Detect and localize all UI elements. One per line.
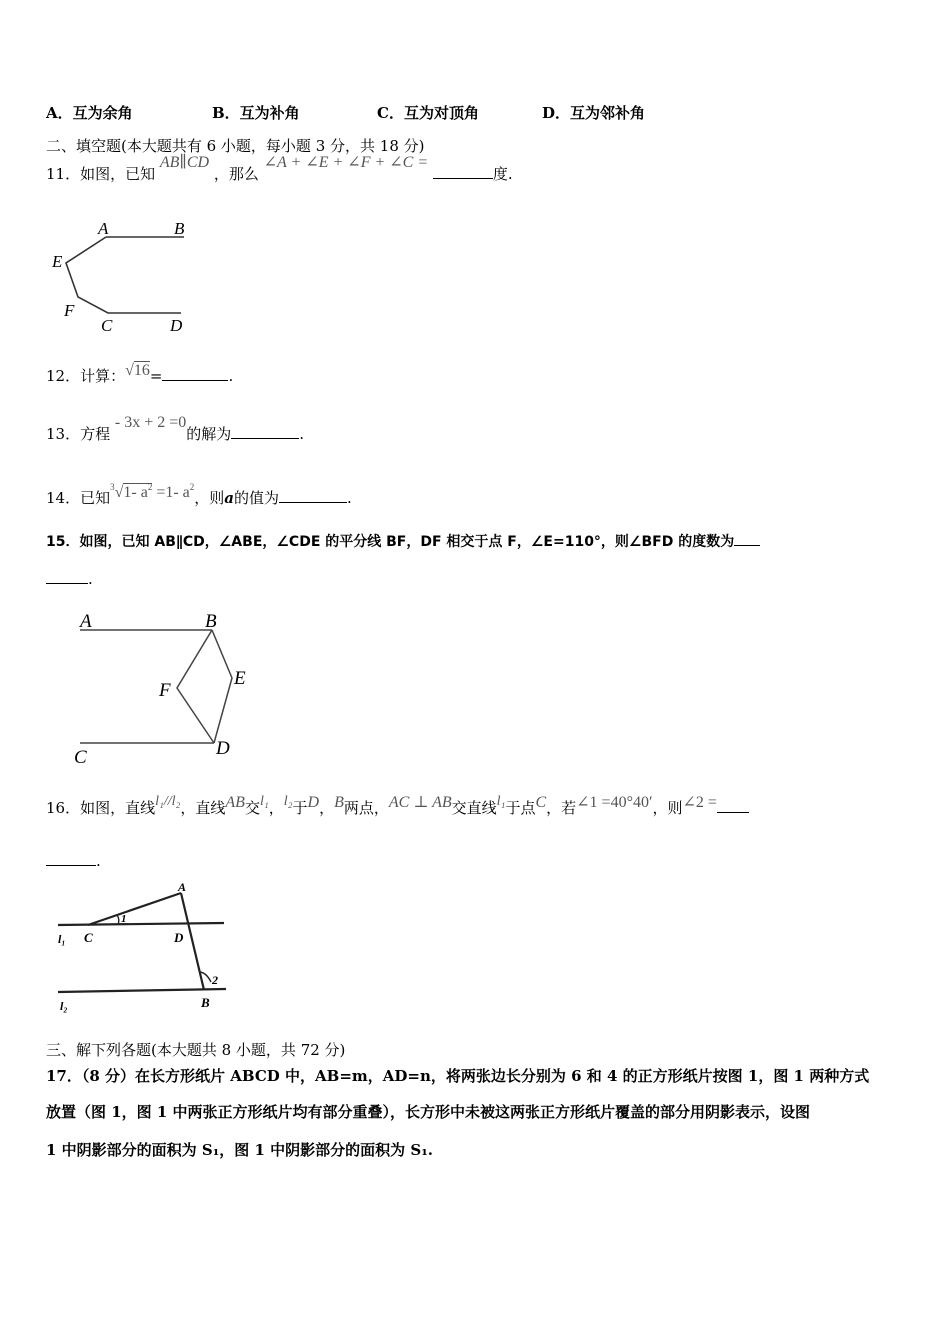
q16-l1b: l₁ xyxy=(496,794,506,809)
q17-line-2: 放置（图 1，图 1 中两张正方形纸片均有部分重叠），长方形中未被这两张正方形纸片覆盖的部分用阴影表示，设图 xyxy=(46,1103,811,1121)
section-3-title: 三、解下列各题(本大题共 8 小题，共 72 分) xyxy=(46,1041,346,1059)
q12-num: 12．计算： xyxy=(46,367,126,385)
q16-t1: ，直线 xyxy=(180,799,226,817)
q16-line-ac xyxy=(88,893,181,925)
q17-line-3: 1 中阴影部分的面积为 S₁，图 1 中阴影部分的面积为 S₁. xyxy=(46,1141,434,1159)
option-a: A．互为余角 xyxy=(46,104,133,122)
q16-t4: 两点， xyxy=(343,799,389,817)
q15-label-b: B xyxy=(205,611,217,632)
q16-line-l1 xyxy=(58,923,224,925)
question-11 xyxy=(46,154,513,185)
q11-label-f: F xyxy=(64,301,75,320)
q14-radicand-text: 1- a xyxy=(123,484,148,501)
q14-square-1: 2 xyxy=(147,482,153,492)
question-13 xyxy=(46,414,305,445)
q12-sqrt: √16 xyxy=(125,362,150,379)
q16-ab: AB xyxy=(225,794,245,811)
q14-radicand xyxy=(123,483,152,501)
q16-c: C xyxy=(535,794,547,811)
q14-mid: ，则 xyxy=(194,489,225,507)
q15-label-e: E xyxy=(234,668,246,689)
q16-label-d: D xyxy=(174,930,184,945)
q11-label-c: C xyxy=(101,316,113,335)
q15-blank-1 xyxy=(734,531,760,546)
q15-text: 15．如图，已知 AB∥CD，∠ABE，∠CDE 的平分线 BF，DF 相交于点 F，∠E=110°，则∠BFD 的度数为 xyxy=(46,534,735,550)
question-12 xyxy=(46,362,234,387)
q13-equation: - 3x + 2 =0 xyxy=(114,414,187,431)
q11-label-e: E xyxy=(52,252,63,271)
q16-label-1: 1 xyxy=(121,913,127,925)
q13-blank xyxy=(231,424,299,439)
option-d: D．互为邻补角 xyxy=(542,104,646,122)
question-15 xyxy=(46,531,760,552)
q16-label-b: B xyxy=(201,995,210,1010)
q13-end: 的解为 xyxy=(186,425,232,443)
q14-root-index: 3 xyxy=(110,482,115,492)
q16-blank-2 xyxy=(46,851,96,866)
q12-radicand: 16 xyxy=(133,362,150,379)
q14-num: 14．已知 xyxy=(46,489,111,507)
q16-t5: 交直线 xyxy=(451,799,497,817)
q15-label-c: C xyxy=(74,747,87,768)
q11-blank xyxy=(433,164,493,179)
q15-dot: . xyxy=(88,570,93,588)
q11-label-b: B xyxy=(174,219,185,238)
option-b: B．互为补角 xyxy=(212,104,300,122)
q15-label-d: D xyxy=(216,738,230,759)
q16-d: D xyxy=(307,794,320,811)
q16-parallel: l₁//l₂ xyxy=(155,794,181,809)
q15-label-a: A xyxy=(80,611,92,632)
q15-path-bed xyxy=(212,630,232,743)
question-16 xyxy=(46,794,749,820)
q16-line-ab xyxy=(181,893,204,990)
q15-blank-2 xyxy=(46,569,88,584)
q16-t2: 交 xyxy=(244,799,260,817)
q13-num: 13．方程 xyxy=(46,425,111,443)
q16-angle1: ∠1 =40°40′ xyxy=(576,794,653,811)
q16-l2: l₂ xyxy=(283,794,293,809)
q12-blank xyxy=(162,366,228,381)
q16-blank-1 xyxy=(717,798,749,813)
q14-square-2: 2 xyxy=(189,482,195,492)
section-2-title: 二、填空题(本大题共有 6 小题，每小题 3 分，共 18 分) xyxy=(46,137,425,155)
q16-label-l1: l₁ xyxy=(58,932,66,946)
q14-blank xyxy=(279,488,347,503)
q11-label-a: A xyxy=(98,219,109,238)
q11-figure xyxy=(46,215,196,340)
q16-num: 16．如图，直线 xyxy=(46,799,156,817)
q16-sep2: ， xyxy=(319,799,335,817)
q16-angle2: ∠2 = xyxy=(682,794,717,811)
q16-label-c: C xyxy=(84,930,93,945)
q16-l1: l₁ xyxy=(259,794,269,809)
q16-t7: ，若 xyxy=(546,799,577,817)
q16-dot: . xyxy=(96,852,101,870)
q16-label-2: 2 xyxy=(212,973,218,987)
question-15-cont xyxy=(46,569,93,589)
q12-end: . xyxy=(228,367,234,385)
q13-dot: . xyxy=(299,425,305,443)
option-c: C．互为对顶角 xyxy=(377,104,479,122)
q14-expression: $^3$√1- $a^2 =1-$ $a^2$ xyxy=(110,482,195,501)
q17-line-1: 17．（8 分）在长方形纸片 ABCD 中，AB=m，AD=n，将两张边长分别为 6 和 4 的正方形纸片按图 1，图 1 两种方式 xyxy=(46,1067,870,1085)
q15-path-bfd xyxy=(177,630,214,743)
q14-rhs: =1- a xyxy=(152,484,190,501)
q16-t8: ，则 xyxy=(652,799,683,817)
q11-polyline-aefcd xyxy=(66,237,181,313)
q12-eq: = xyxy=(149,367,163,385)
q16-sep: ， xyxy=(268,799,284,817)
q11-end: 度. xyxy=(492,165,513,183)
q14-end: 的值为 xyxy=(234,489,280,507)
question-16-cont xyxy=(46,851,101,871)
q16-figure xyxy=(54,880,244,1015)
q14-dot: . xyxy=(347,489,352,507)
q16-b: B xyxy=(334,794,344,811)
question-14 xyxy=(46,483,352,509)
q11-label-d: D xyxy=(170,316,183,335)
q16-t3: 于 xyxy=(292,799,308,817)
q16-label-l2: l₂ xyxy=(60,999,68,1013)
q11-mid: ，那么 xyxy=(213,165,259,183)
q16-label-a: A xyxy=(178,880,187,894)
q11-num: 11．如图，已知 xyxy=(46,165,156,183)
q15-figure xyxy=(72,606,262,771)
q16-perp: AC ⊥ AB xyxy=(388,794,452,811)
q14-var: a xyxy=(224,489,235,507)
q16-line-l2 xyxy=(58,989,226,992)
q11-cond: AB∥CD xyxy=(159,154,210,171)
q11-expr: ∠A + ∠E + ∠F + ∠C = xyxy=(263,154,429,171)
q15-label-f: F xyxy=(159,680,171,701)
q16-t6: 于点 xyxy=(505,799,536,817)
